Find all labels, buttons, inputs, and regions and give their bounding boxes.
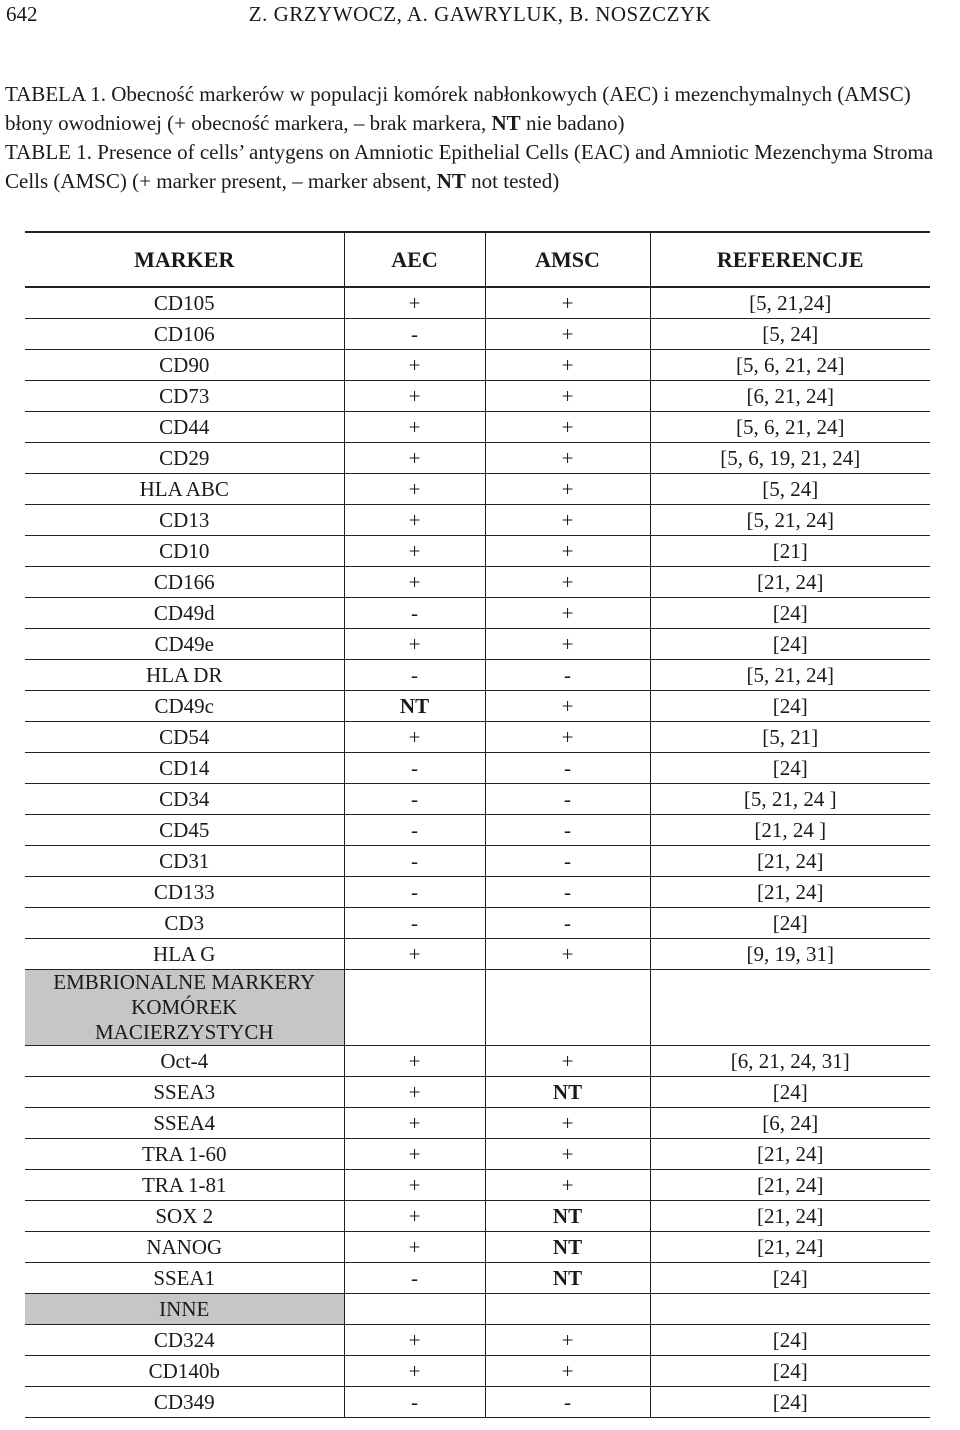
section-empty-cell: [344, 970, 485, 1046]
marker-cell: TRA 1-81: [25, 1170, 344, 1201]
references-cell: [24]: [650, 753, 930, 784]
table-row: [25, 939, 930, 970]
section-label-line: EMBRIONALNE MARKERY: [53, 970, 316, 994]
marker-cell: CD29: [25, 443, 344, 474]
marker-cell: CD49c: [25, 691, 344, 722]
amsc-cell: +: [485, 536, 650, 567]
marker-cell: CD31: [25, 846, 344, 877]
caption-polish-nt: NT: [491, 111, 521, 135]
table-row: [25, 660, 930, 691]
section-row: [25, 970, 930, 1046]
marker-cell: CD140b: [25, 1356, 344, 1387]
table-row: [25, 815, 930, 846]
marker-cell: TRA 1-60: [25, 1139, 344, 1170]
section-row: [25, 1294, 930, 1325]
marker-cell: CD10: [25, 536, 344, 567]
aec-cell: -: [344, 877, 485, 908]
amsc-cell: -: [485, 753, 650, 784]
references-cell: [24]: [650, 691, 930, 722]
header-amsc: AMSC: [485, 232, 650, 287]
amsc-cell: NT: [485, 1077, 650, 1108]
references-cell: [21, 24]: [650, 846, 930, 877]
aec-cell: -: [344, 660, 485, 691]
references-cell: [21, 24]: [650, 877, 930, 908]
amsc-cell: +: [485, 722, 650, 753]
running-head: [0, 0, 960, 30]
caption-english-prefix: TABLE 1. Presence of cells’ antygens on Amniotic Epithelial Cells (EAC) and Amniotic Mezenchyma Stroma Cells (AMSC) (+ marker present, – marker absent,: [5, 140, 934, 193]
marker-cell: CD90: [25, 350, 344, 381]
references-cell: [5, 6, 21, 24]: [650, 412, 930, 443]
aec-cell: -: [344, 815, 485, 846]
aec-cell: -: [344, 784, 485, 815]
marker-cell: CD49e: [25, 629, 344, 660]
references-cell: [21, 24]: [650, 1201, 930, 1232]
table-row: [25, 1232, 930, 1263]
running-head-authors: Z. GRZYWOCZ, A. GAWRYLUK, B. NOSZCZYK: [248, 2, 712, 26]
caption-english-suffix: not tested): [465, 169, 560, 193]
aec-cell: -: [344, 908, 485, 939]
references-cell: [5, 24]: [650, 319, 930, 350]
section-label: [25, 970, 344, 1046]
references-cell: [21, 24]: [650, 1232, 930, 1263]
header-referencje: REFERENCJE: [650, 232, 930, 287]
aec-cell: +: [344, 381, 485, 412]
table-row: [25, 1387, 930, 1418]
amsc-cell: +: [485, 505, 650, 536]
aec-cell: +: [344, 350, 485, 381]
references-cell: [24]: [650, 908, 930, 939]
aec-cell: -: [344, 598, 485, 629]
references-cell: [5, 21, 24]: [650, 660, 930, 691]
aec-cell: -: [344, 753, 485, 784]
caption-polish-suffix: nie badano): [520, 111, 625, 135]
marker-cell: CD44: [25, 412, 344, 443]
references-cell: [5, 21,24]: [650, 287, 930, 319]
table-row: [25, 1108, 930, 1139]
marker-cell: CD49d: [25, 598, 344, 629]
aec-cell: +: [344, 1170, 485, 1201]
references-cell: [24]: [650, 1387, 930, 1418]
table-row: [25, 784, 930, 815]
marker-cell: CD34: [25, 784, 344, 815]
amsc-cell: -: [485, 877, 650, 908]
caption-english-nt: NT: [436, 169, 466, 193]
table-captions: [5, 80, 957, 196]
section-label-line: KOMÓREK: [131, 995, 238, 1019]
marker-cell: CD54: [25, 722, 344, 753]
marker-cell: SSEA1: [25, 1263, 344, 1294]
table-row: [25, 1170, 930, 1201]
amsc-cell: -: [485, 846, 650, 877]
marker-cell: CD73: [25, 381, 344, 412]
table-row: [25, 1356, 930, 1387]
table-row: [25, 412, 930, 443]
marker-cell: HLA G: [25, 939, 344, 970]
references-cell: [6, 21, 24, 31]: [650, 1046, 930, 1077]
aec-cell: +: [344, 1108, 485, 1139]
amsc-cell: +: [485, 474, 650, 505]
header-aec: AEC: [344, 232, 485, 287]
table-row: [25, 1263, 930, 1294]
caption-polish-prefix: TABELA 1. Obecność markerów w populacji komórek nabłonkowych (AEC) i mezenchymalnych (AMSC) błony owodniowej (+ obecność markera, – brak markera,: [5, 82, 911, 135]
table-row: [25, 908, 930, 939]
aec-cell: +: [344, 1232, 485, 1263]
section-empty-cell: [485, 1294, 650, 1325]
aec-cell: +: [344, 629, 485, 660]
references-cell: [24]: [650, 1325, 930, 1356]
amsc-cell: +: [485, 939, 650, 970]
amsc-cell: +: [485, 1139, 650, 1170]
aec-cell: +: [344, 1201, 485, 1232]
references-cell: [5, 6, 19, 21, 24]: [650, 443, 930, 474]
aec-cell: +: [344, 1325, 485, 1356]
references-cell: [6, 24]: [650, 1108, 930, 1139]
table-body: [25, 287, 930, 1418]
amsc-cell: -: [485, 660, 650, 691]
table-row: [25, 443, 930, 474]
marker-cell: HLA DR: [25, 660, 344, 691]
section-empty-cell: [650, 1294, 930, 1325]
table-row: [25, 846, 930, 877]
aec-cell: +: [344, 567, 485, 598]
aec-cell: -: [344, 846, 485, 877]
section-empty-cell: [650, 970, 930, 1046]
references-cell: [6, 21, 24]: [650, 381, 930, 412]
marker-cell: CD166: [25, 567, 344, 598]
section-label-line: MACIERZYSTYCH: [94, 1020, 274, 1044]
caption-polish: [5, 80, 957, 138]
aec-cell: +: [344, 1139, 485, 1170]
amsc-cell: -: [485, 908, 650, 939]
aec-cell: +: [344, 443, 485, 474]
table-row: [25, 287, 930, 319]
amsc-cell: NT: [485, 1232, 650, 1263]
page-number: 642: [6, 2, 38, 26]
aec-cell: +: [344, 1356, 485, 1387]
table-row: [25, 691, 930, 722]
amsc-cell: +: [485, 381, 650, 412]
amsc-cell: +: [485, 567, 650, 598]
marker-cell: CD14: [25, 753, 344, 784]
references-cell: [24]: [650, 1263, 930, 1294]
table-header-row: [25, 232, 930, 287]
amsc-cell: +: [485, 1108, 650, 1139]
marker-cell: CD13: [25, 505, 344, 536]
table-row: [25, 474, 930, 505]
references-cell: [5, 21, 24 ]: [650, 784, 930, 815]
table-row: [25, 1201, 930, 1232]
references-cell: [21, 24]: [650, 1170, 930, 1201]
references-cell: [5, 21]: [650, 722, 930, 753]
aec-cell: +: [344, 287, 485, 319]
amsc-cell: +: [485, 598, 650, 629]
aec-cell: +: [344, 474, 485, 505]
section-empty-cell: [344, 1294, 485, 1325]
amsc-cell: +: [485, 287, 650, 319]
table-row: [25, 536, 930, 567]
references-cell: [5, 6, 21, 24]: [650, 350, 930, 381]
references-cell: [5, 24]: [650, 474, 930, 505]
aec-cell: -: [344, 1387, 485, 1418]
aec-cell: -: [344, 319, 485, 350]
marker-cell: CD105: [25, 287, 344, 319]
marker-cell: CD133: [25, 877, 344, 908]
amsc-cell: +: [485, 350, 650, 381]
amsc-cell: +: [485, 319, 650, 350]
references-cell: [24]: [650, 1356, 930, 1387]
aec-cell: -: [344, 1263, 485, 1294]
table-row: [25, 319, 930, 350]
amsc-cell: +: [485, 443, 650, 474]
marker-cell: CD106: [25, 319, 344, 350]
marker-cell: HLA ABC: [25, 474, 344, 505]
aec-cell: +: [344, 939, 485, 970]
table-row: [25, 1077, 930, 1108]
marker-cell: SOX 2: [25, 1201, 344, 1232]
table-row: [25, 505, 930, 536]
table-row: [25, 598, 930, 629]
aec-cell: +: [344, 1077, 485, 1108]
amsc-cell: +: [485, 1325, 650, 1356]
aec-cell: NT: [344, 691, 485, 722]
references-cell: [21]: [650, 536, 930, 567]
amsc-cell: NT: [485, 1263, 650, 1294]
marker-cell: CD45: [25, 815, 344, 846]
amsc-cell: +: [485, 691, 650, 722]
amsc-cell: +: [485, 629, 650, 660]
table-row: [25, 629, 930, 660]
references-cell: [21, 24]: [650, 1139, 930, 1170]
marker-cell: CD3: [25, 908, 344, 939]
marker-cell: NANOG: [25, 1232, 344, 1263]
amsc-cell: +: [485, 1046, 650, 1077]
aec-cell: +: [344, 722, 485, 753]
section-label: [25, 1294, 344, 1325]
table-row: [25, 877, 930, 908]
references-cell: [24]: [650, 598, 930, 629]
references-cell: [24]: [650, 629, 930, 660]
marker-cell: SSEA3: [25, 1077, 344, 1108]
amsc-cell: -: [485, 1387, 650, 1418]
marker-cell: SSEA4: [25, 1108, 344, 1139]
table-row: [25, 381, 930, 412]
section-empty-cell: [485, 970, 650, 1046]
references-cell: [9, 19, 31]: [650, 939, 930, 970]
marker-table: [25, 231, 930, 1418]
amsc-cell: +: [485, 412, 650, 443]
marker-cell: Oct-4: [25, 1046, 344, 1077]
references-cell: [21, 24 ]: [650, 815, 930, 846]
header-marker: MARKER: [25, 232, 344, 287]
section-label-line: INNE: [159, 1296, 210, 1321]
caption-english: [5, 138, 957, 196]
table-row: [25, 1325, 930, 1356]
amsc-cell: NT: [485, 1201, 650, 1232]
aec-cell: +: [344, 1046, 485, 1077]
aec-cell: +: [344, 536, 485, 567]
table-row: [25, 1139, 930, 1170]
aec-cell: +: [344, 505, 485, 536]
amsc-cell: -: [485, 784, 650, 815]
table-row: [25, 567, 930, 598]
references-cell: [21, 24]: [650, 567, 930, 598]
references-cell: [5, 21, 24]: [650, 505, 930, 536]
amsc-cell: +: [485, 1356, 650, 1387]
table-row: [25, 722, 930, 753]
amsc-cell: +: [485, 1170, 650, 1201]
table-row: [25, 350, 930, 381]
aec-cell: +: [344, 412, 485, 443]
amsc-cell: -: [485, 815, 650, 846]
references-cell: [24]: [650, 1077, 930, 1108]
table-row: [25, 1046, 930, 1077]
table-row: [25, 753, 930, 784]
marker-cell: CD349: [25, 1387, 344, 1418]
marker-cell: CD324: [25, 1325, 344, 1356]
